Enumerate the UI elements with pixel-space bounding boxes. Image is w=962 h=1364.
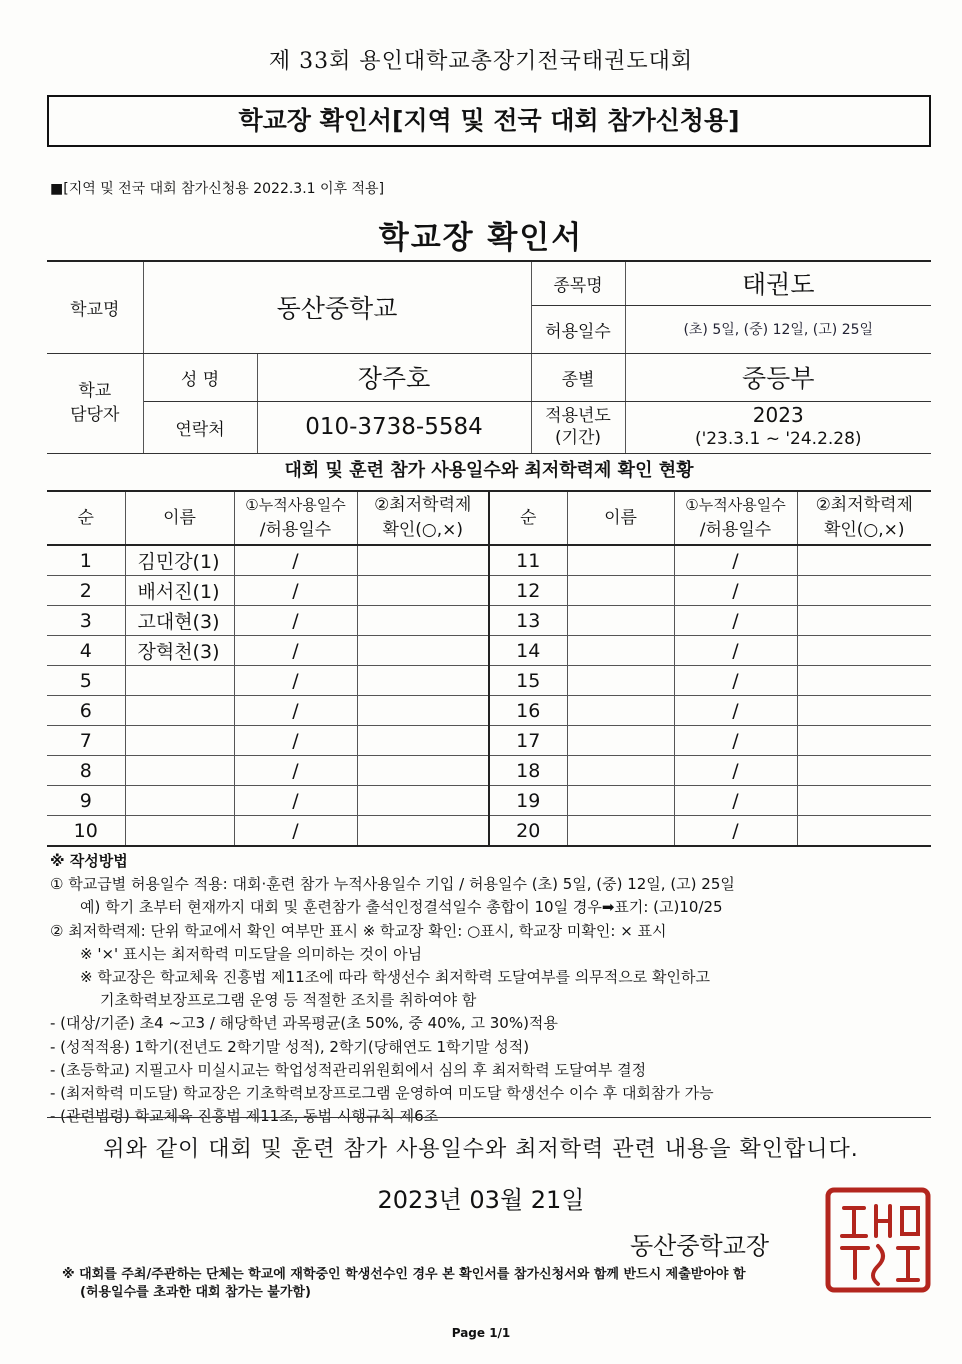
days-cell: / xyxy=(674,545,797,576)
min-check-cell xyxy=(797,666,931,696)
page-number: Page 1/1 xyxy=(451,1326,511,1340)
row-number: 20 xyxy=(489,816,567,847)
school-name-value: 동산중학교 xyxy=(143,261,531,353)
student-name xyxy=(125,816,234,847)
days-cell: / xyxy=(234,545,357,576)
student-name xyxy=(567,545,674,576)
section-title: 대회 및 훈련 참가 사용일수와 최저학력제 확인 현황 xyxy=(284,460,694,481)
competition-title: 제 33회 용인대학교총장기전국태권도대회 xyxy=(268,49,694,74)
col-header-min: ②최저학력제 확인(○,×) xyxy=(357,491,489,545)
col-header-name-2: 이름 xyxy=(567,491,674,545)
student-name xyxy=(567,786,674,816)
min-check-cell xyxy=(797,726,931,756)
category-label: 종별 xyxy=(531,353,625,401)
allowed-days-label: 허용일수 xyxy=(531,305,625,353)
event-label: 종목명 xyxy=(531,261,625,305)
min-check-cell xyxy=(797,636,931,666)
instruction-line: - (최저학력 미도달) 학교장은 기초학력보장프로그램 운영하여 미도달 학생선수 이수 후 대회참가 가능 xyxy=(50,1084,714,1103)
instruction-line: - (관련법령) 학교체육 진흥법 제11조, 동법 시행규칙 제6조 xyxy=(50,1107,439,1126)
manager-name-label: 성 명 xyxy=(143,353,257,401)
row-number: 7 xyxy=(47,726,125,756)
contact-label: 연락처 xyxy=(143,401,257,453)
table-row xyxy=(47,786,931,816)
form-title-box: 학교장 확인서[지역 및 전국 대회 참가신청용] xyxy=(47,95,931,147)
days-cell: / xyxy=(234,666,357,696)
col-header-min-2: ②최저학력제 확인(○,×) xyxy=(797,491,931,545)
col-header-days-2: ①누적사용일수 /허용일수 xyxy=(674,491,797,545)
table-row xyxy=(47,606,931,636)
student-name xyxy=(567,756,674,786)
confirmation-statement: 위와 같이 대회 및 훈련 참가 사용일수와 최저학력 관련 내용을 확인합니다. xyxy=(103,1137,859,1162)
student-name xyxy=(567,816,674,847)
row-number: 2 xyxy=(47,576,125,606)
days-cell: / xyxy=(674,576,797,606)
principal-signature: 동산중학교장 xyxy=(630,1232,770,1260)
days-cell: / xyxy=(234,696,357,726)
days-cell: / xyxy=(234,636,357,666)
row-number: 12 xyxy=(489,576,567,606)
form-applicability-note: ■[지역 및 전국 대회 참가신청용 2022.3.1 이후 적용] xyxy=(50,181,385,197)
row-number: 4 xyxy=(47,636,125,666)
category-value: 중등부 xyxy=(625,353,931,401)
document-title: 학교장 확인서 xyxy=(378,220,584,256)
period-value: ('23.3.1 ~ '24.2.28) xyxy=(694,429,862,449)
row-number: 13 xyxy=(489,606,567,636)
col-header-no: 순 xyxy=(47,491,125,545)
min-check-cell xyxy=(797,816,931,847)
allowed-days-value: (초) 5일, (중) 12일, (고) 25일 xyxy=(625,305,931,353)
row-number: 10 xyxy=(47,816,125,847)
min-check-cell xyxy=(357,545,489,576)
student-name: 장혁천(3) xyxy=(125,636,234,666)
student-name xyxy=(125,726,234,756)
student-name: 고대현(3) xyxy=(125,606,234,636)
instruction-line: - (성적적용) 1학기(전년도 2학기말 성적), 2학기(당해연도 1학기말 성적) xyxy=(50,1037,530,1056)
instruction-line: ※ '×' 표시는 최저학력 미도달을 의미하는 것이 아님 xyxy=(80,944,423,963)
col-header-name: 이름 xyxy=(125,491,234,545)
contact-value: 010-3738-5584 xyxy=(257,401,531,453)
issue-date: 2023년 03월 21일 xyxy=(377,1186,585,1214)
table-row xyxy=(47,696,931,726)
instruction-line: - (초등학교) 지필고사 미실시교는 학업성적관리위원회에서 심의 후 최저학력 도달여부 결정 xyxy=(50,1060,647,1079)
student-name xyxy=(567,636,674,666)
min-check-cell xyxy=(797,696,931,726)
instruction-line: ② 최저학력제: 단위 학교에서 확인 여부만 표시 ※ 학교장 확인: ○표시, 학교장 미확인: × 표시 xyxy=(50,921,667,940)
days-cell: / xyxy=(234,726,357,756)
writing-instructions xyxy=(50,850,930,1128)
days-cell: / xyxy=(674,666,797,696)
official-seal-icon xyxy=(824,1186,932,1294)
period-label: (기간) xyxy=(554,428,602,448)
min-check-cell xyxy=(357,666,489,696)
min-check-cell xyxy=(797,545,931,576)
student-name: 배서진(1) xyxy=(125,576,234,606)
student-name xyxy=(567,696,674,726)
manager-name-value: 장주호 xyxy=(257,353,531,401)
school-info-table xyxy=(47,260,931,454)
min-check-cell xyxy=(797,756,931,786)
row-number: 11 xyxy=(489,545,567,576)
row-number: 14 xyxy=(489,636,567,666)
divider xyxy=(47,1117,931,1118)
instruction-line: 기초학력보장프로그램 운영 등 적절한 조치를 취하여야 함 xyxy=(100,991,477,1010)
days-cell: / xyxy=(674,816,797,847)
days-cell: / xyxy=(674,606,797,636)
table-row xyxy=(47,756,931,786)
days-cell: / xyxy=(674,786,797,816)
student-name xyxy=(567,666,674,696)
student-name: 김민강(1) xyxy=(125,545,234,576)
min-check-cell xyxy=(357,756,489,786)
min-check-cell xyxy=(797,606,931,636)
row-number: 17 xyxy=(489,726,567,756)
table-row xyxy=(47,576,931,606)
row-number: 16 xyxy=(489,696,567,726)
student-name xyxy=(125,756,234,786)
min-check-cell xyxy=(357,576,489,606)
table-row xyxy=(47,545,931,576)
instruction-line: 예) 학기 초부터 현재까지 대회 및 훈련참가 출석인정결석일수 총합이 10일 경우➡표기: (고)10/25 xyxy=(80,898,723,917)
min-check-cell xyxy=(357,816,489,847)
row-number: 1 xyxy=(47,545,125,576)
student-name xyxy=(125,696,234,726)
days-cell: / xyxy=(234,786,357,816)
table-row xyxy=(47,726,931,756)
days-cell: / xyxy=(674,726,797,756)
min-check-cell xyxy=(357,726,489,756)
student-name xyxy=(125,666,234,696)
table-row xyxy=(47,636,931,666)
instruction-line: - (대상/기준) 초4 ~고3 / 해당학년 과목평균(초 50%, 중 40%, 고 30%)적용 xyxy=(50,1014,558,1033)
min-check-cell xyxy=(797,576,931,606)
row-number: 18 xyxy=(489,756,567,786)
min-check-cell xyxy=(797,786,931,816)
col-header-days: ①누적사용일수 /허용일수 xyxy=(234,491,357,545)
min-check-cell xyxy=(357,786,489,816)
year-label: 적용년도 xyxy=(545,406,611,426)
student-name xyxy=(567,576,674,606)
event-value: 태권도 xyxy=(625,261,931,305)
instructions-title: ※ 작성방법 xyxy=(50,852,128,870)
row-number: 8 xyxy=(47,756,125,786)
table-row xyxy=(47,666,931,696)
school-name-label: 학교명 xyxy=(47,261,143,353)
row-number: 9 xyxy=(47,786,125,816)
student-name xyxy=(125,786,234,816)
min-check-cell xyxy=(357,636,489,666)
instruction-line: ※ 학교장은 학교체육 진흥법 제11조에 따라 학생선수 최저학력 도달여부를 의무적으로 확인하고 xyxy=(80,968,710,987)
row-number: 5 xyxy=(47,666,125,696)
min-check-cell xyxy=(357,606,489,636)
days-cell: / xyxy=(234,816,357,847)
days-cell: / xyxy=(674,696,797,726)
row-number: 15 xyxy=(489,666,567,696)
instruction-line: ① 학교급별 허용일수 적용: 대회·훈련 참가 누적사용일수 기입 / 허용일수 (초) 5일, (중) 12일, (고) 25일 xyxy=(50,875,735,894)
student-name xyxy=(567,726,674,756)
days-cell: / xyxy=(674,636,797,666)
days-cell: / xyxy=(674,756,797,786)
manager-label: 학교 담당자 xyxy=(47,353,143,453)
footnote: ※ 대회를 주최/주관하는 단체는 학교에 재학중인 학생선수인 경우 본 확인서를 참가신청서와 함께 반드시 제출받아야 함 (허용일수를 초과한 대회 참가는 불가함) xyxy=(62,1267,746,1300)
student-name xyxy=(567,606,674,636)
year-value: 2023 xyxy=(752,403,804,427)
days-cell: / xyxy=(234,576,357,606)
participation-table xyxy=(47,490,931,847)
row-number: 6 xyxy=(47,696,125,726)
col-header-no-2: 순 xyxy=(489,491,567,545)
row-number: 19 xyxy=(489,786,567,816)
row-number: 3 xyxy=(47,606,125,636)
min-check-cell xyxy=(357,696,489,726)
days-cell: / xyxy=(234,606,357,636)
days-cell: / xyxy=(234,756,357,786)
table-row xyxy=(47,816,931,847)
